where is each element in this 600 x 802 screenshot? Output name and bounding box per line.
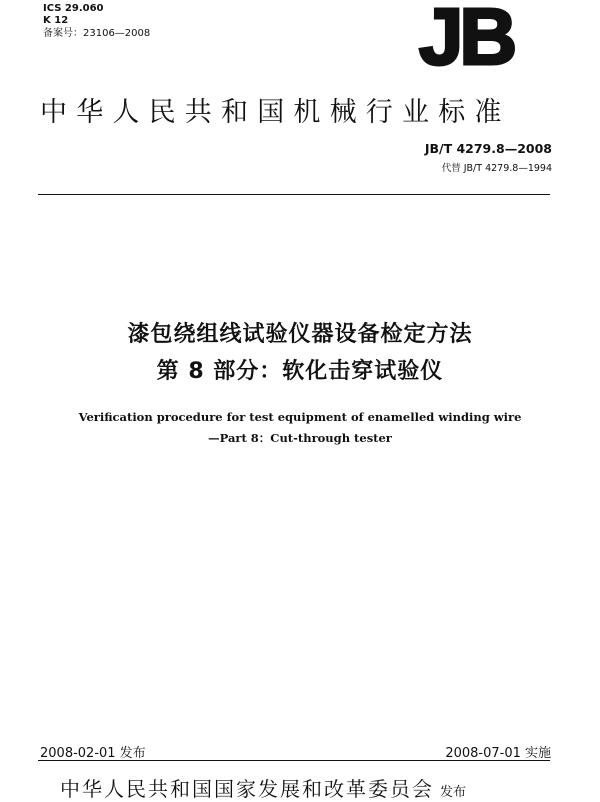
title-cn-line2: 第 8 部分：软化击穿试验仪: [156, 359, 444, 384]
standard-number: JB/T 4279.8—2008: [424, 141, 552, 156]
title-en-line2: —Part 8：Cut-through tester: [208, 431, 392, 445]
issue-date: 2008-02-01 发布: [40, 746, 146, 761]
replaces-standard: 代替 JB/T 4279.8—1994: [441, 163, 552, 174]
title-cn-line1: 漆包绕组线试验仪器设备检定方法: [127, 322, 473, 347]
bottom-divider: [38, 760, 550, 761]
implementation-date: 2008-07-01 实施: [445, 746, 551, 761]
org-title: 中华人民共和国机械行业标准: [40, 97, 511, 128]
jb-logo-text: JB: [418, 2, 514, 70]
issuer-suffix: 发布: [440, 785, 467, 800]
category-code: K 12: [43, 15, 69, 26]
top-divider: [38, 194, 550, 195]
title-en-line1: Verification procedure for test equipment of enamelled winding wire: [78, 410, 522, 424]
record-number: 备案号：23106—2008: [43, 28, 151, 39]
ics-code: ICS 29.060: [43, 3, 104, 14]
issuer: [60, 773, 466, 802]
jb-logo: [405, 2, 527, 70]
issuer-name: 中华人民共和国国家发展和改革委员会: [60, 777, 434, 801]
